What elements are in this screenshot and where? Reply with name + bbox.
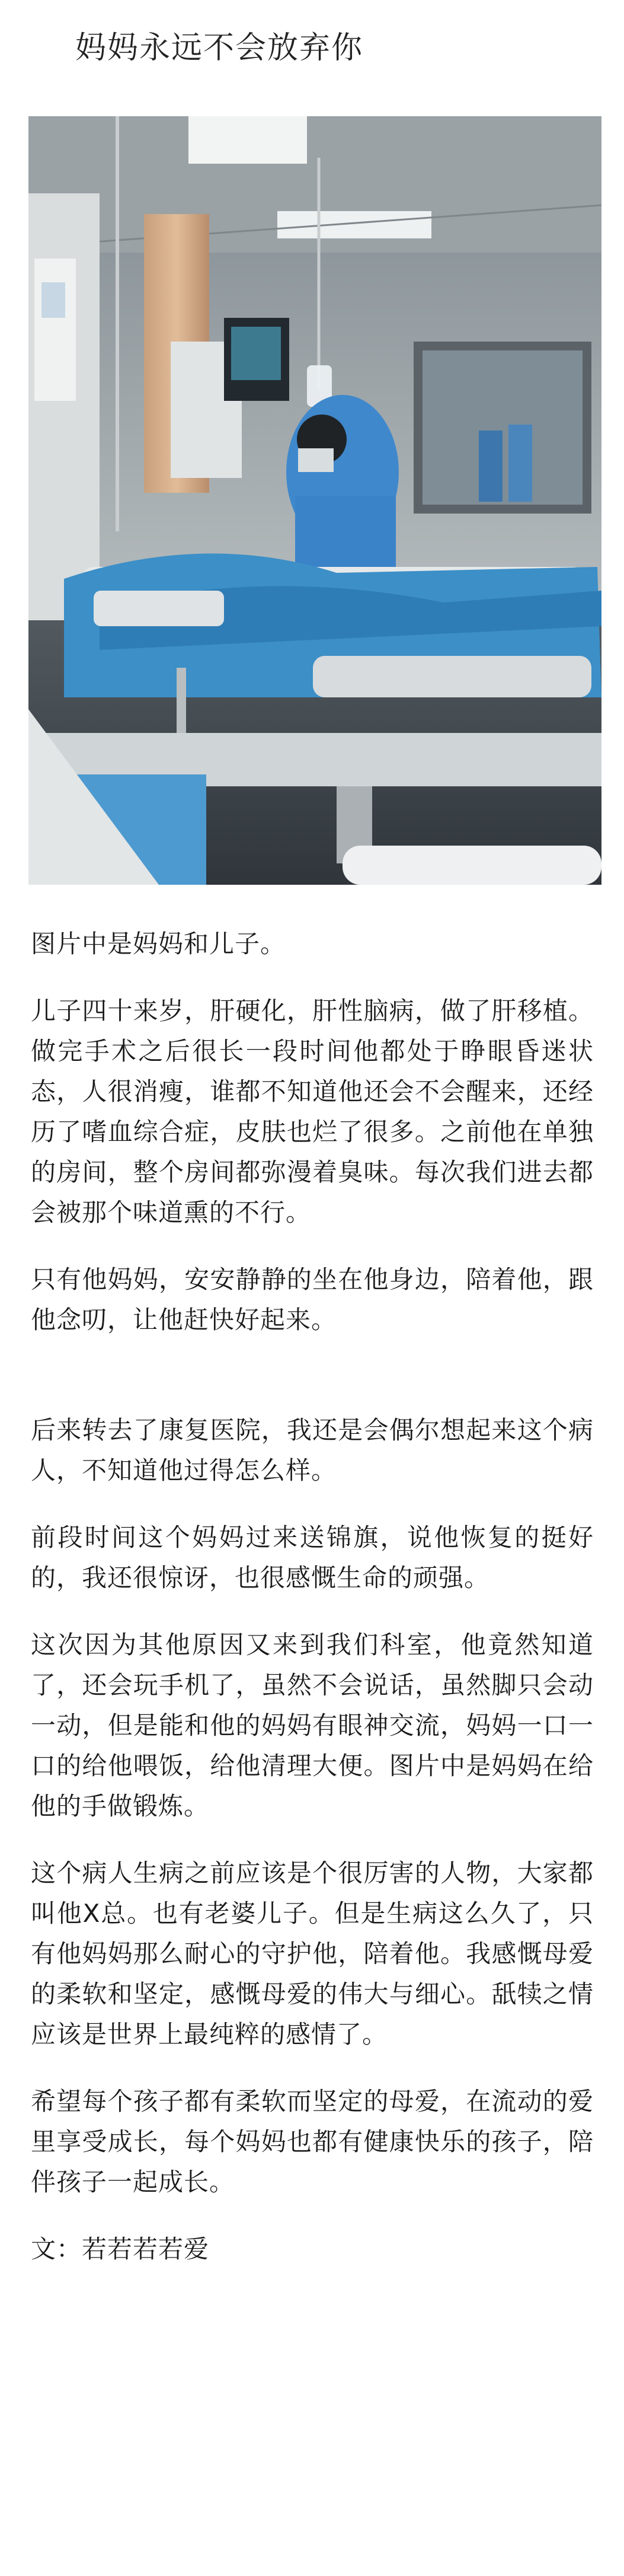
hospital-icu-photo-icon xyxy=(28,116,601,885)
hospital-photo xyxy=(28,116,601,885)
article-body xyxy=(31,924,594,2269)
article-paragraph-5: 前段时间这个妈妈过来送锦旗，说他恢复的挺好的，我还很惊讶，也很感慨生命的顽强。 xyxy=(31,1523,594,1592)
article-paragraph-8: 希望每个孩子都有柔软而坚定的母爱，在流动的爱里享受成长，每个妈妈也都有健康快乐的孩子，陪伴孩子一起成长。 xyxy=(31,2087,594,2196)
article-paragraph-2: 儿子四十来岁，肝硬化，肝性脑病，做了肝移植。做完手术之后很长一段时间他都处于睁眼昏迷状态，人很消瘦，谁都不知道他还会不会醒来，还经历了嗜血综合症，皮肤也烂了很多。之前他在单独的房间，整个房间都弥漫着臭味。每次我们进去都会被那个味道熏的不行。 xyxy=(31,996,594,1227)
article-paragraph-4: 后来转去了康复医院，我还是会偶尔想起来这个病人，不知道他过得怎么样。 xyxy=(31,1415,594,1485)
article-paragraph-7: 这个病人生病之前应该是个很厉害的人物，大家都叫他X总。也有老婆儿子。但是生病这么久了，只有他妈妈那么耐心的守护他，陪着他。我感慨母爱的柔软和坚定，感慨母爱的伟大与细心。舐犊之情应该是世界上最纯粹的感情了。 xyxy=(31,1858,594,2049)
page-title: 妈妈永远不会放弃你 xyxy=(75,30,363,66)
article-paragraph-3: 只有他妈妈，安安静静的坐在他身边，陪着他，跟他念叨，让他赶快好起来。 xyxy=(31,1265,594,1334)
article-author: 文：若若若若爱 xyxy=(31,2234,210,2263)
article-paragraph-1: 图片中是妈妈和儿子。 xyxy=(31,929,286,958)
article-paragraph-6: 这次因为其他原因又来到我们科室，他竟然知道了，还会玩手机了，虽然不会说话，虽然脚只会动一动，但是能和他的妈妈有眼神交流，妈妈一口一口的给他喂饭，给他清理大便。图片中是妈妈在给他的手做锻炼。 xyxy=(31,1630,594,1821)
